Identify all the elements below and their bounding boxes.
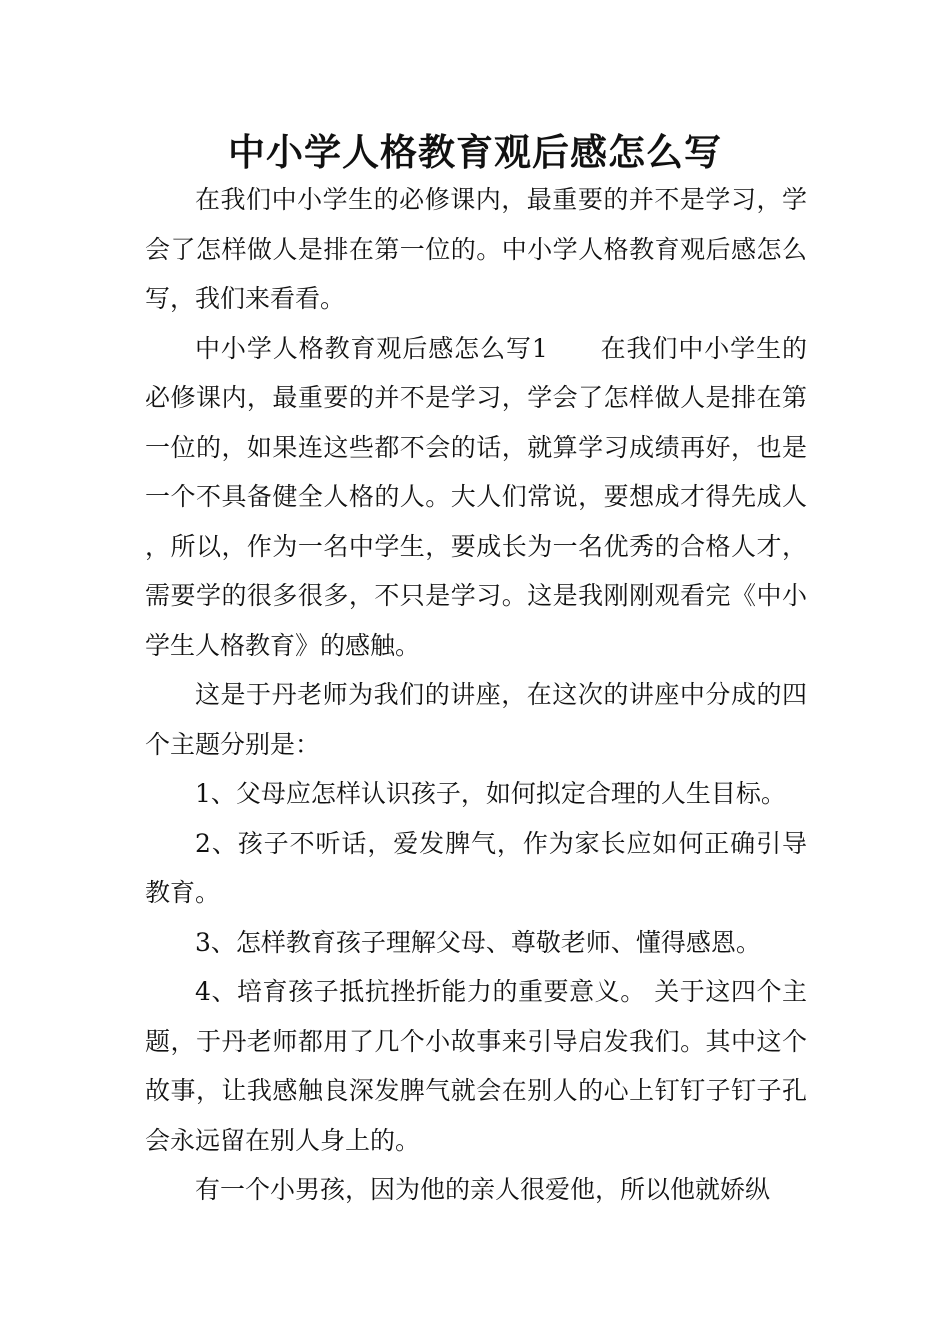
paragraph-intro: 在我们中小学生的必修课内，最重要的并不是学习，学会了怎样做人是排在第一位的。中小学人格教育观后感怎么写，我们来看看。	[145, 185, 807, 313]
paragraph-topic-1: 1、父母应怎样认识孩子，如何拟定合理的人生目标。	[195, 779, 786, 808]
paragraph-topic-4: 4、培育孩子抵抗挫折能力的重要意义。 关于这四个主题，于丹老师都用了几个小故事来引导启发我们。其中这个故事，让我感触良深发脾气就会在别人的心上钉钉子钉子孔会永远留在别人身上的。	[145, 977, 807, 1155]
document-body	[145, 175, 807, 1215]
paragraph-lecture: 这是于丹老师为我们的讲座，在这次的讲座中分成的四个主题分别是：	[145, 680, 807, 759]
paragraph-topic-2: 2、孩子不听话，爱发脾气，作为家长应如何正确引导教育。	[145, 828, 807, 907]
paragraph-story: 有一个小男孩，因为他的亲人很爱他，所以他就娇纵	[195, 1175, 771, 1204]
paragraph-essay-1: 中小学人格教育观后感怎么写1 在我们中小学生的必修课内，最重要的并不是学习，学会了怎样做人是排在第一位的，如果连这些都不会的话，就算学习成绩再好，也是一个不具备健全人格的人。大人们常说，要想成才得先成人，所以，作为一名中学生，要成长为一名优秀的合格人才，需要学的很多很多，不只是学习。这是我刚刚观看完《中小学生人格教育》的感触。	[145, 333, 807, 660]
document-title: 中小学人格教育观后感怎么写	[228, 130, 722, 174]
paragraph-topic-3: 3、怎样教育孩子理解父母、尊敬老师、懂得感恩。	[195, 927, 761, 957]
